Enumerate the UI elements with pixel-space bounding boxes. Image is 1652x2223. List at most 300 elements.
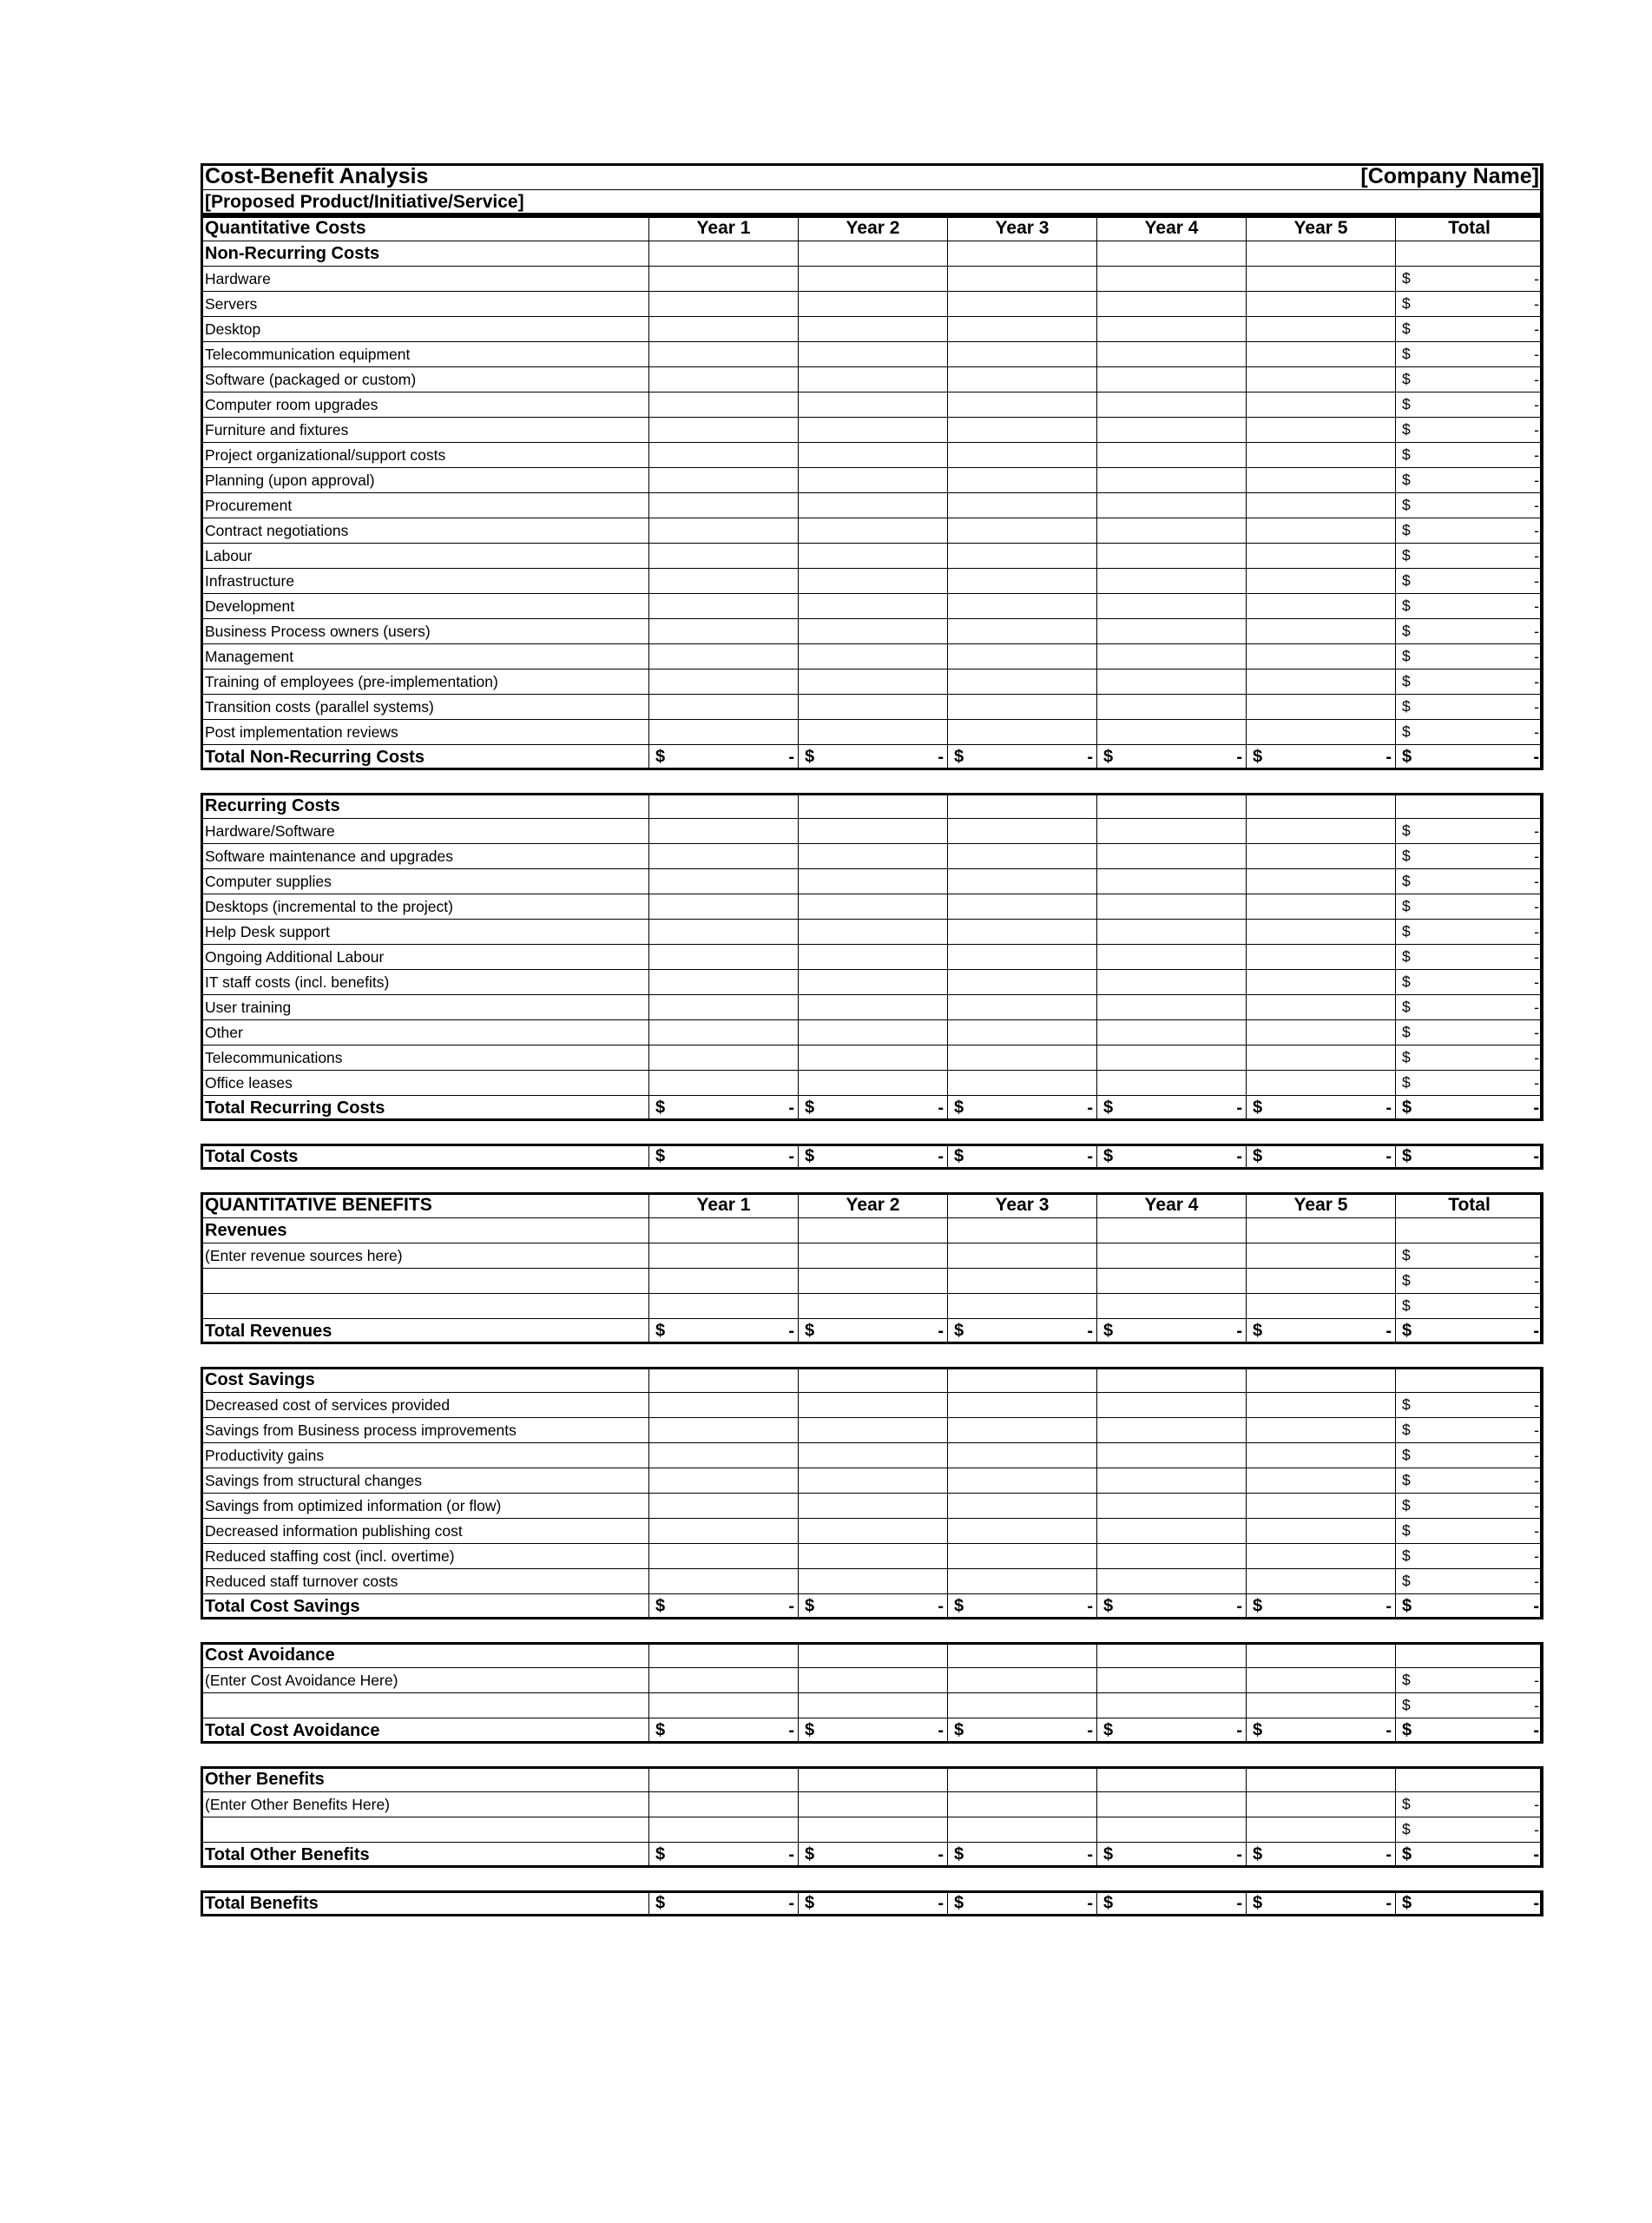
year-4-input-cell[interactable] — [1097, 1494, 1247, 1519]
year-2-input-cell[interactable] — [799, 594, 948, 619]
year-2-input-cell[interactable] — [799, 1519, 948, 1544]
year-2-input-cell[interactable] — [799, 518, 948, 544]
year-3-input-cell[interactable] — [948, 518, 1097, 544]
year-4-input-cell[interactable] — [1097, 1817, 1247, 1843]
table-row — [201, 619, 1543, 644]
year-3-input-cell[interactable] — [948, 1443, 1097, 1468]
year-1-input-cell[interactable] — [649, 644, 799, 670]
year-5-input-cell[interactable] — [1247, 1792, 1396, 1817]
year-5-input-cell[interactable] — [1247, 1020, 1396, 1046]
year-1-input-cell[interactable] — [649, 670, 799, 695]
year-5-input-cell[interactable] — [1247, 1443, 1396, 1468]
year-3-input-cell[interactable] — [948, 1071, 1097, 1096]
non-recurring-item-label[interactable]: Planning (upon approval) — [201, 468, 649, 493]
year-4-input-cell[interactable] — [1097, 1071, 1247, 1096]
year-2-input-cell[interactable] — [799, 443, 948, 468]
year-4-input-cell[interactable] — [1097, 418, 1247, 443]
year-1-input-cell[interactable] — [649, 1243, 799, 1269]
year-3-input-cell[interactable] — [948, 1243, 1097, 1269]
year-4-input-cell[interactable] — [1097, 594, 1247, 619]
year-3-input-cell[interactable] — [948, 342, 1097, 367]
non-recurring-item-label[interactable]: Business Process owners (users) — [201, 619, 649, 644]
cost-savings-item-label[interactable]: Savings from optimized information (or flow) — [201, 1494, 649, 1519]
year-3-input-cell[interactable] — [948, 695, 1097, 720]
year-2-input-cell[interactable] — [799, 418, 948, 443]
non-recurring-item-label[interactable]: Desktop — [201, 317, 649, 342]
year-5-input-cell[interactable] — [1247, 720, 1396, 745]
year-1-input-cell[interactable] — [649, 1544, 799, 1569]
cost-savings-item-label[interactable]: Savings from Business process improvements — [201, 1418, 649, 1443]
year-2-input-cell[interactable] — [799, 1418, 948, 1443]
year-4-input-cell[interactable] — [1097, 1792, 1247, 1817]
year-2-input-cell[interactable] — [799, 1792, 948, 1817]
year-1-input-cell[interactable] — [649, 970, 799, 995]
non-recurring-item-label[interactable]: Labour — [201, 544, 649, 569]
year-4-input-cell[interactable] — [1097, 894, 1247, 920]
year-1-input-cell[interactable] — [649, 1443, 799, 1468]
row-total-cell — [1396, 1071, 1543, 1096]
year-4-input-cell[interactable] — [1097, 392, 1247, 418]
year-5-input-cell[interactable] — [1247, 970, 1396, 995]
year-1-input-cell[interactable] — [649, 594, 799, 619]
section-blank-cell — [799, 1643, 948, 1668]
recurring-item-label[interactable]: Hardware/Software — [201, 819, 649, 844]
year-1-input-cell[interactable] — [649, 1569, 799, 1594]
year-4-input-cell[interactable] — [1097, 443, 1247, 468]
year-3-input-cell[interactable] — [948, 894, 1097, 920]
currency-symbol: $ — [954, 1146, 964, 1166]
year-3-input-cell[interactable] — [948, 1393, 1097, 1418]
non-recurring-item-label[interactable]: Contract negotiations — [201, 518, 649, 544]
recurring-item-label[interactable]: Help Desk support — [201, 920, 649, 945]
year-1-input-cell[interactable] — [649, 995, 799, 1020]
year-4-input-cell[interactable] — [1097, 292, 1247, 317]
year-4-input-cell[interactable] — [1097, 1569, 1247, 1594]
year-2-input-cell[interactable] — [799, 392, 948, 418]
total-costs-total-row — [201, 1144, 1543, 1170]
year-2-input-cell[interactable] — [799, 819, 948, 844]
non-recurring-costs-total-label: Total Non-Recurring Costs — [201, 745, 649, 770]
year-2-input-cell[interactable] — [799, 468, 948, 493]
amount-value: - — [938, 1720, 944, 1740]
year-2-input-cell[interactable] — [799, 670, 948, 695]
recurring-item-label[interactable]: User training — [201, 995, 649, 1020]
year-5-input-cell[interactable] — [1247, 945, 1396, 970]
year-3-input-cell[interactable] — [948, 544, 1097, 569]
year-4-input-cell[interactable] — [1097, 1519, 1247, 1544]
year-5-input-cell[interactable] — [1247, 1817, 1396, 1843]
non-recurring-item-label[interactable]: Software (packaged or custom) — [201, 367, 649, 392]
recurring-item-label[interactable]: Telecommunications — [201, 1046, 649, 1071]
row-total-cell — [1396, 920, 1543, 945]
year-3-input-cell[interactable] — [948, 594, 1097, 619]
year-4-input-cell[interactable] — [1097, 569, 1247, 594]
year-2-input-cell[interactable] — [799, 644, 948, 670]
year-2-input-cell[interactable] — [799, 569, 948, 594]
year-4-input-cell[interactable] — [1097, 1294, 1247, 1319]
year-1-input-cell[interactable] — [649, 544, 799, 569]
cost-savings-item-label[interactable]: Decreased cost of services provided — [201, 1393, 649, 1418]
year-1-input-cell[interactable] — [649, 894, 799, 920]
grand-total — [1396, 1319, 1543, 1344]
company-name[interactable]: [Company Name] — [1360, 164, 1539, 188]
table-row — [201, 1494, 1543, 1519]
year-3-input-cell[interactable] — [948, 1569, 1097, 1594]
amount-value: - — [1534, 546, 1539, 564]
non-recurring-item-label[interactable]: Hardware — [201, 267, 649, 292]
year-2-input-cell[interactable] — [799, 1269, 948, 1294]
year-3-input-cell[interactable] — [948, 1817, 1097, 1843]
year-5-input-cell[interactable] — [1247, 869, 1396, 894]
year-5-input-cell[interactable] — [1247, 392, 1396, 418]
year-2-input-cell[interactable] — [799, 695, 948, 720]
cost-savings-item-label[interactable]: Decreased information publishing cost — [201, 1519, 649, 1544]
year-4-input-cell[interactable] — [1097, 970, 1247, 995]
year-1-input-cell[interactable] — [649, 945, 799, 970]
year-2-input-cell[interactable] — [799, 1817, 948, 1843]
year-5-input-cell[interactable] — [1247, 1393, 1396, 1418]
non-recurring-item-label[interactable]: Development — [201, 594, 649, 619]
year-5-input-cell[interactable] — [1247, 920, 1396, 945]
recurring-item-label[interactable]: Ongoing Additional Labour — [201, 945, 649, 970]
year-2-input-cell[interactable] — [799, 720, 948, 745]
year-3-input-cell[interactable] — [948, 569, 1097, 594]
year-4-input-cell[interactable] — [1097, 1418, 1247, 1443]
year-5-input-cell[interactable] — [1247, 569, 1396, 594]
year-1-input-cell[interactable] — [649, 1294, 799, 1319]
year-3-input-cell[interactable] — [948, 267, 1097, 292]
year-3-input-cell[interactable] — [948, 443, 1097, 468]
year-3-input-cell[interactable] — [948, 945, 1097, 970]
year-5-input-cell[interactable] — [1247, 544, 1396, 569]
year-5-input-cell[interactable] — [1247, 844, 1396, 869]
year-3-input-cell[interactable] — [948, 367, 1097, 392]
amount-value: - — [1534, 1671, 1539, 1689]
year-3-input-cell[interactable] — [948, 920, 1097, 945]
year-1-input-cell[interactable] — [649, 869, 799, 894]
year-4-input-cell[interactable] — [1097, 1693, 1247, 1718]
year-2-input-cell[interactable] — [799, 844, 948, 869]
year-3-input-cell[interactable] — [948, 1544, 1097, 1569]
year-3-input-cell[interactable] — [948, 720, 1097, 745]
year-1-input-cell[interactable] — [649, 1792, 799, 1817]
currency-symbol: $ — [805, 1893, 815, 1913]
year-1-input-cell[interactable] — [649, 1668, 799, 1693]
cost-savings-total-row — [201, 1594, 1543, 1619]
year-3-input-cell[interactable] — [948, 1269, 1097, 1294]
year-4-input-cell[interactable] — [1097, 267, 1247, 292]
year-5-input-cell[interactable] — [1247, 1519, 1396, 1544]
non-recurring-item-label[interactable]: Training of employees (pre-implementation) — [201, 670, 649, 695]
year-4-input-cell[interactable] — [1097, 342, 1247, 367]
year-2-input-cell[interactable] — [799, 894, 948, 920]
cost-savings-item-label[interactable]: Productivity gains — [201, 1443, 649, 1468]
amount-value: - — [1534, 420, 1539, 439]
year-5-input-cell[interactable] — [1247, 367, 1396, 392]
year-3-input-cell[interactable] — [948, 644, 1097, 670]
year-2-input-cell[interactable] — [799, 869, 948, 894]
year-5-input-cell[interactable] — [1247, 619, 1396, 644]
cost-savings-item-label[interactable]: Reduced staff turnover costs — [201, 1569, 649, 1594]
year-2-input-cell[interactable] — [799, 1393, 948, 1418]
year-3-input-cell[interactable] — [948, 970, 1097, 995]
year-5-input-cell[interactable] — [1247, 292, 1396, 317]
year-1-input-cell[interactable] — [649, 267, 799, 292]
year-5-input-cell[interactable] — [1247, 418, 1396, 443]
year-4-input-cell[interactable] — [1097, 720, 1247, 745]
year-1-input-cell[interactable] — [649, 1393, 799, 1418]
year-5-input-cell[interactable] — [1247, 518, 1396, 544]
year-4-input-cell[interactable] — [1097, 995, 1247, 1020]
year-4-input-cell[interactable] — [1097, 317, 1247, 342]
year-2-input-cell[interactable] — [799, 292, 948, 317]
year-2-input-cell[interactable] — [799, 920, 948, 945]
year-2-input-cell[interactable] — [799, 1071, 948, 1096]
year-2-input-cell[interactable] — [799, 1468, 948, 1494]
year-2-input-cell[interactable] — [799, 995, 948, 1020]
year-2-input-cell[interactable] — [799, 1693, 948, 1718]
year-3-input-cell[interactable] — [948, 844, 1097, 869]
year-5-input-cell[interactable] — [1247, 1269, 1396, 1294]
year-1-input-cell[interactable] — [649, 819, 799, 844]
year-1-input-cell[interactable] — [649, 1817, 799, 1843]
year-1-input-cell[interactable] — [649, 1494, 799, 1519]
year-5-input-cell[interactable] — [1247, 1243, 1396, 1269]
year-2-input-cell[interactable] — [799, 1046, 948, 1071]
year-4-input-cell[interactable] — [1097, 544, 1247, 569]
year-3-total — [948, 745, 1097, 770]
non-recurring-item-label[interactable]: Transition costs (parallel systems) — [201, 695, 649, 720]
year-5-input-cell[interactable] — [1247, 342, 1396, 367]
year-5-input-cell[interactable] — [1247, 1544, 1396, 1569]
year-5-input-cell[interactable] — [1247, 670, 1396, 695]
amount-value: - — [1385, 1844, 1392, 1864]
year-5-input-cell[interactable] — [1247, 995, 1396, 1020]
year-3-input-cell[interactable] — [948, 392, 1097, 418]
year-2-input-cell[interactable] — [799, 945, 948, 970]
year-3-input-cell[interactable] — [948, 1046, 1097, 1071]
year-4-input-cell[interactable] — [1097, 1668, 1247, 1693]
recurring-costs-total-row — [201, 1096, 1543, 1121]
year-3-input-cell[interactable] — [948, 1494, 1097, 1519]
year-5-input-cell[interactable] — [1247, 695, 1396, 720]
year-3-input-cell[interactable] — [948, 1468, 1097, 1494]
non-recurring-item-label[interactable]: Procurement — [201, 493, 649, 518]
year-4-input-cell[interactable] — [1097, 367, 1247, 392]
year-4-input-cell[interactable] — [1097, 1393, 1247, 1418]
year-4-input-cell[interactable] — [1097, 1243, 1247, 1269]
year-3-input-cell[interactable] — [948, 1020, 1097, 1046]
recurring-item-label[interactable]: Desktops (incremental to the project) — [201, 894, 649, 920]
year-3-input-cell[interactable] — [948, 1418, 1097, 1443]
year-4-input-cell[interactable] — [1097, 1544, 1247, 1569]
year-3-input-cell[interactable] — [948, 869, 1097, 894]
year-3-input-cell[interactable] — [948, 468, 1097, 493]
year-1-input-cell[interactable] — [649, 392, 799, 418]
year-4-input-cell[interactable] — [1097, 819, 1247, 844]
year-3-input-cell[interactable] — [948, 619, 1097, 644]
year-4-input-cell[interactable] — [1097, 644, 1247, 670]
cost-avoidance-item-label[interactable] — [201, 1693, 649, 1718]
year-5-input-cell[interactable] — [1247, 1046, 1396, 1071]
year-4-input-cell[interactable] — [1097, 869, 1247, 894]
year-1-input-cell[interactable] — [649, 317, 799, 342]
year-1-input-cell[interactable] — [649, 619, 799, 644]
year-1-input-cell[interactable] — [649, 443, 799, 468]
year-4-input-cell[interactable] — [1097, 1443, 1247, 1468]
year-3-input-cell[interactable] — [948, 1668, 1097, 1693]
year-5-input-cell[interactable] — [1247, 267, 1396, 292]
year-5-input-cell[interactable] — [1247, 1668, 1396, 1693]
year-4-input-cell[interactable] — [1097, 844, 1247, 869]
year-3-input-cell[interactable] — [948, 670, 1097, 695]
year-5-input-cell[interactable] — [1247, 493, 1396, 518]
table-row — [201, 894, 1543, 920]
year-5-input-cell[interactable] — [1247, 644, 1396, 670]
year-1-input-cell[interactable] — [649, 695, 799, 720]
other-benefits-item-label[interactable] — [201, 1817, 649, 1843]
year-3-total — [948, 1096, 1097, 1121]
subtitle-cell[interactable]: [Proposed Product/Initiative/Service] — [201, 190, 1543, 215]
year-5-total — [1247, 1144, 1396, 1170]
non-recurring-item-label[interactable]: Servers — [201, 292, 649, 317]
year-2-input-cell[interactable] — [799, 1294, 948, 1319]
recurring-item-label[interactable]: Software maintenance and upgrades — [201, 844, 649, 869]
recurring-item-label[interactable]: Other — [201, 1020, 649, 1046]
year-5-input-cell[interactable] — [1247, 1418, 1396, 1443]
year-1-input-cell[interactable] — [649, 569, 799, 594]
year-1-input-cell[interactable] — [649, 720, 799, 745]
table-row — [201, 544, 1543, 569]
year-3-input-cell[interactable] — [948, 418, 1097, 443]
year-1-input-cell[interactable] — [649, 1269, 799, 1294]
year-1-input-cell[interactable] — [649, 1693, 799, 1718]
year-3-input-cell[interactable] — [948, 819, 1097, 844]
year-3-input-cell[interactable] — [948, 995, 1097, 1020]
year-3-input-cell[interactable] — [948, 1693, 1097, 1718]
table-row — [201, 869, 1543, 894]
non-recurring-item-label[interactable]: Post implementation reviews — [201, 720, 649, 745]
year-5-input-cell[interactable] — [1247, 317, 1396, 342]
year-1-input-cell[interactable] — [649, 418, 799, 443]
year-2-input-cell[interactable] — [799, 1569, 948, 1594]
recurring-item-label[interactable]: Computer supplies — [201, 869, 649, 894]
year-5-input-cell[interactable] — [1247, 1468, 1396, 1494]
year-4-input-cell[interactable] — [1097, 1468, 1247, 1494]
year-4-input-cell[interactable] — [1097, 920, 1247, 945]
year-1-input-cell[interactable] — [649, 1071, 799, 1096]
year-1-input-cell[interactable] — [649, 518, 799, 544]
year-5-input-cell[interactable] — [1247, 819, 1396, 844]
year-1-input-cell[interactable] — [649, 1418, 799, 1443]
year-5-input-cell[interactable] — [1247, 1693, 1396, 1718]
other-benefits-item-label[interactable]: (Enter Other Benefits Here) — [201, 1792, 649, 1817]
year-2-input-cell[interactable] — [799, 1243, 948, 1269]
year-2-input-cell[interactable] — [799, 1544, 948, 1569]
amount-value: - — [1534, 471, 1539, 489]
year-4-input-cell[interactable] — [1097, 695, 1247, 720]
year-1-input-cell[interactable] — [649, 1468, 799, 1494]
year-2-input-cell[interactable] — [799, 1020, 948, 1046]
non-recurring-item-label[interactable]: Telecommunication equipment — [201, 342, 649, 367]
year-1-input-cell[interactable] — [649, 292, 799, 317]
year-5-input-cell[interactable] — [1247, 894, 1396, 920]
year-2-input-cell[interactable] — [799, 1494, 948, 1519]
non-recurring-item-label[interactable]: Computer room upgrades — [201, 392, 649, 418]
year-2-input-cell[interactable] — [799, 267, 948, 292]
non-recurring-item-label[interactable]: Management — [201, 644, 649, 670]
cost-savings-item-label[interactable]: Savings from structural changes — [201, 1468, 649, 1494]
year-1-input-cell[interactable] — [649, 1519, 799, 1544]
non-recurring-item-label[interactable]: Furniture and fixtures — [201, 418, 649, 443]
year-5-input-cell[interactable] — [1247, 1494, 1396, 1519]
year-2-input-cell[interactable] — [799, 544, 948, 569]
year-3-input-cell[interactable] — [948, 1519, 1097, 1544]
currency-symbol: $ — [1103, 1146, 1114, 1166]
year-2-input-cell[interactable] — [799, 1443, 948, 1468]
recurring-item-label[interactable]: Office leases — [201, 1071, 649, 1096]
year-3-input-cell[interactable] — [948, 1792, 1097, 1817]
year-5-input-cell[interactable] — [1247, 1569, 1396, 1594]
year-4-input-cell[interactable] — [1097, 1046, 1247, 1071]
year-4-input-cell[interactable] — [1097, 945, 1247, 970]
year-1-input-cell[interactable] — [649, 1046, 799, 1071]
year-2-input-cell[interactable] — [799, 367, 948, 392]
non-recurring-item-label[interactable]: Infrastructure — [201, 569, 649, 594]
year-4-input-cell[interactable] — [1097, 1020, 1247, 1046]
revenues-item-label[interactable] — [201, 1294, 649, 1319]
year-3-input-cell[interactable] — [948, 1294, 1097, 1319]
cost-avoidance-item-label[interactable]: (Enter Cost Avoidance Here) — [201, 1668, 649, 1693]
year-4-input-cell[interactable] — [1097, 468, 1247, 493]
revenues-item-label[interactable]: (Enter revenue sources here) — [201, 1243, 649, 1269]
year-4-input-cell[interactable] — [1097, 493, 1247, 518]
year-2-input-cell[interactable] — [799, 342, 948, 367]
year-5-input-cell[interactable] — [1247, 468, 1396, 493]
recurring-item-label[interactable]: IT staff costs (incl. benefits) — [201, 970, 649, 995]
year-1-input-cell[interactable] — [649, 920, 799, 945]
year-4-input-cell[interactable] — [1097, 619, 1247, 644]
year-4-input-cell[interactable] — [1097, 1269, 1247, 1294]
table-row — [201, 493, 1543, 518]
revenues-item-label[interactable] — [201, 1269, 649, 1294]
year-2-input-cell[interactable] — [799, 317, 948, 342]
year-2-input-cell[interactable] — [799, 970, 948, 995]
year-5-input-cell[interactable] — [1247, 1294, 1396, 1319]
year-3-input-cell[interactable] — [948, 317, 1097, 342]
year-2-total — [799, 1891, 948, 1916]
year-1-input-cell[interactable] — [649, 493, 799, 518]
year-5-input-cell[interactable] — [1247, 443, 1396, 468]
year-2-input-cell[interactable] — [799, 493, 948, 518]
cost-savings-item-label[interactable]: Reduced staffing cost (incl. overtime) — [201, 1544, 649, 1569]
year-2-input-cell[interactable] — [799, 619, 948, 644]
year-4-input-cell[interactable] — [1097, 518, 1247, 544]
year-5-input-cell[interactable] — [1247, 1071, 1396, 1096]
non-recurring-item-label[interactable]: Project organizational/support costs — [201, 443, 649, 468]
year-3-input-cell[interactable] — [948, 493, 1097, 518]
year-1-input-cell[interactable] — [649, 342, 799, 367]
year-4-input-cell[interactable] — [1097, 670, 1247, 695]
year-1-input-cell[interactable] — [649, 468, 799, 493]
currency-symbol: $ — [1103, 1720, 1114, 1740]
year-3-input-cell[interactable] — [948, 292, 1097, 317]
year-5-input-cell[interactable] — [1247, 594, 1396, 619]
year-2-input-cell[interactable] — [799, 1668, 948, 1693]
year-1-input-cell[interactable] — [649, 1020, 799, 1046]
year-1-input-cell[interactable] — [649, 844, 799, 869]
year-1-input-cell[interactable] — [649, 367, 799, 392]
